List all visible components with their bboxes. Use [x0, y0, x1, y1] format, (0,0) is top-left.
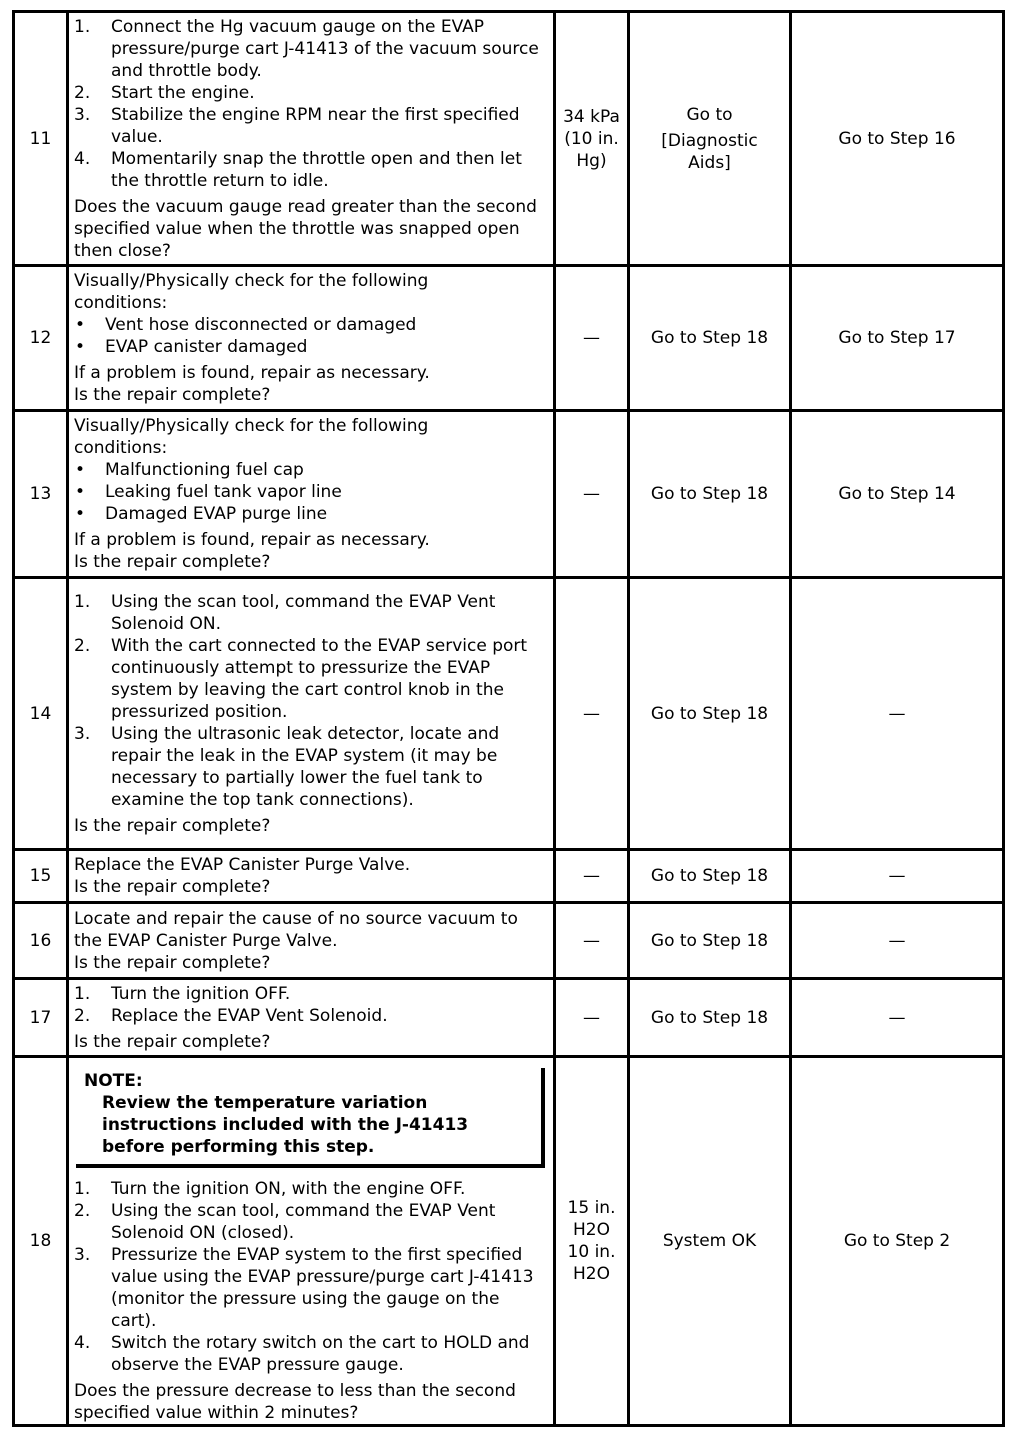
no-cell: —	[791, 903, 1004, 979]
list-item: 4. Switch the rotary switch on the cart to HOLD and observe the EVAP pressure gauge.	[74, 1333, 530, 1375]
list-item: 2. Start the engine.	[74, 82, 255, 103]
text-line: Is the repair complete?	[74, 952, 271, 973]
list-item: • Damaged EVAP purge line	[74, 503, 549, 525]
numbered-steps	[74, 983, 549, 1027]
action-cell	[68, 850, 555, 903]
no-cell: —	[791, 578, 1004, 850]
diagnostic-table	[12, 10, 1005, 1427]
table-row-step-14	[14, 578, 1004, 850]
value-line: (10 in.	[564, 128, 619, 149]
step-number: 14	[14, 578, 68, 850]
value-cell	[555, 1057, 629, 1426]
table-row-step-15	[14, 850, 1004, 903]
intro-text: Visually/Physically check for the following conditions:	[74, 271, 429, 313]
list-item: 3. Using the ultrasonic leak detector, locate and repair the leak in the EVAP system (it may be necessary to partially lower the fuel tank to examine the top tank connections).	[74, 723, 500, 810]
value-cell	[555, 12, 629, 266]
yes-line: [Diagnostic	[661, 130, 758, 151]
text-line: the EVAP Canister Purge Valve.	[74, 930, 338, 951]
value-line: H2O	[573, 1264, 610, 1284]
bullet-list	[74, 314, 549, 358]
value-cell: —	[555, 979, 629, 1057]
question-line: If a problem is found, repair as necessary.	[74, 363, 430, 383]
table-row-step-17	[14, 979, 1004, 1057]
question-line: Is the repair complete?	[74, 552, 271, 572]
list-item: 1. Turn the ignition OFF.	[74, 983, 291, 1004]
table-row-step-12	[14, 266, 1004, 411]
list-item: 3. Stabilize the engine RPM near the first specified value.	[74, 104, 520, 147]
value-cell: —	[555, 903, 629, 979]
step-number: 17	[14, 979, 68, 1057]
action-cell	[68, 411, 555, 578]
action-cell	[68, 1057, 555, 1426]
table-row-step-11	[14, 12, 1004, 266]
text-line: Replace the EVAP Canister Purge Valve.	[74, 855, 411, 875]
list-item: 2. Replace the EVAP Vent Solenoid.	[74, 1005, 388, 1026]
list-item: 2. With the cart connected to the EVAP service port continuously attempt to pressurize the EVAP system by leaving the cart control knob in the pressurized position.	[74, 635, 528, 722]
action-cell	[68, 903, 555, 979]
intro-text: Visually/Physically check for the following conditions:	[74, 416, 429, 458]
action-cell	[68, 578, 555, 850]
yes-cell: Go to Step 18	[629, 411, 791, 578]
yes-cell: Go to Step 18	[629, 850, 791, 903]
list-item: 1. Connect the Hg vacuum gauge on the EVAP pressure/purge cart J-41413 of the vacuum source and throttle body.	[74, 16, 539, 81]
question-line: If a problem is found, repair as necessary.	[74, 530, 430, 550]
yes-cell: Go to Step 18	[629, 266, 791, 411]
value-cell: —	[555, 850, 629, 903]
yes-cell: System OK	[629, 1057, 791, 1426]
step-number: 11	[14, 12, 68, 266]
value-line: 10 in.	[567, 1242, 616, 1262]
list-item: • Malfunctioning fuel cap	[74, 459, 549, 481]
no-cell: —	[791, 850, 1004, 903]
value-line: H2O	[573, 1220, 610, 1240]
action-cell	[68, 12, 555, 266]
table-row-step-18	[14, 1057, 1004, 1426]
value-line: Hg)	[576, 150, 607, 171]
numbered-steps	[74, 591, 549, 811]
list-item: • Vent hose disconnected or damaged	[74, 314, 549, 336]
list-item: • EVAP canister damaged	[74, 336, 549, 358]
no-cell: Go to Step 16	[791, 12, 1004, 266]
list-item: 2. Using the scan tool, command the EVAP Vent Solenoid ON (closed).	[74, 1201, 496, 1243]
yes-cell: Go to Step 18	[629, 979, 791, 1057]
note-label: NOTE:	[84, 1071, 143, 1091]
note-text: Review the temperature variation instructions included with the J-41413 before performing this step.	[102, 1093, 469, 1157]
no-cell: Go to Step 17	[791, 266, 1004, 411]
text-line: Is the repair complete?	[74, 877, 271, 897]
list-item: 1. Using the scan tool, command the EVAP Vent Solenoid ON.	[74, 591, 496, 634]
yes-cell	[629, 12, 791, 266]
note-box	[76, 1068, 545, 1168]
step-number: 16	[14, 903, 68, 979]
value-line: 15 in.	[567, 1198, 616, 1218]
question-line: Is the repair complete?	[74, 385, 271, 405]
list-item: 3. Pressurize the EVAP system to the first specified value using the EVAP pressure/purge cart J-41413 (monitor the pressure using the gauge on the cart).	[74, 1245, 534, 1331]
question-text: Is the repair complete?	[74, 815, 271, 836]
value-cell: —	[555, 266, 629, 411]
no-cell: Go to Step 2	[791, 1057, 1004, 1426]
table-row-step-16	[14, 903, 1004, 979]
value-cell: —	[555, 578, 629, 850]
bullet-list	[74, 459, 549, 525]
numbered-steps	[74, 1178, 549, 1376]
step-number: 15	[14, 850, 68, 903]
action-cell	[68, 979, 555, 1057]
action-cell	[68, 266, 555, 411]
step-number: 18	[14, 1057, 68, 1426]
yes-cell: Go to Step 18	[629, 578, 791, 850]
no-cell: Go to Step 14	[791, 411, 1004, 578]
value-cell: —	[555, 411, 629, 578]
question-text: Does the vacuum gauge read greater than the second specified value when the throttle was snapped open then close?	[74, 196, 537, 261]
numbered-steps	[74, 16, 549, 192]
list-item: 1. Turn the ignition ON, with the engine OFF.	[74, 1179, 466, 1199]
list-item: 4. Momentarily snap the throttle open and then let the throttle return to idle.	[74, 148, 522, 191]
yes-line: Aids]	[688, 152, 731, 173]
no-cell: —	[791, 979, 1004, 1057]
step-number: 13	[14, 411, 68, 578]
table-row-step-13	[14, 411, 1004, 578]
list-item: • Leaking fuel tank vapor line	[74, 481, 549, 503]
question-text: Does the pressure decrease to less than the second specified value within 2 minutes?	[74, 1381, 516, 1423]
yes-cell: Go to Step 18	[629, 903, 791, 979]
yes-line: Go to	[686, 104, 733, 125]
step-number: 12	[14, 266, 68, 411]
question-text: Is the repair complete?	[74, 1031, 271, 1052]
value-line: 34 kPa	[563, 106, 620, 127]
text-line: Locate and repair the cause of no source vacuum to	[74, 908, 518, 929]
